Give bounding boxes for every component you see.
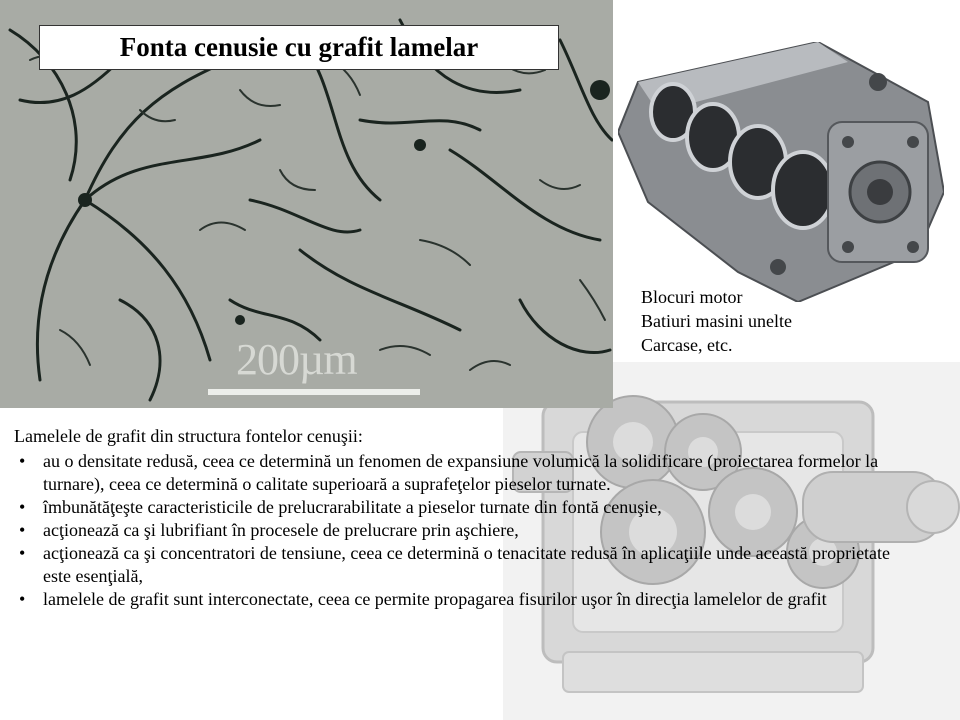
application-item: Batiuri masini unelte — [641, 311, 792, 331]
body-text — [14, 425, 914, 611]
application-item: Blocuri motor — [641, 287, 743, 307]
bullet-item: • lamelele de grafit sunt interconectate, ceea ce permite propagarea fisurilor uşor în direcţia lamelelor de grafit — [14, 588, 914, 611]
micrograph-scale-bar — [208, 389, 420, 395]
title-box — [39, 25, 559, 70]
intro-text: Lamelele de grafit din structura fontelor cenuşii: — [14, 426, 363, 446]
bullet-item: • acţionează ca şi lubrifiant în procesele de prelucrare prin aşchiere, — [14, 519, 914, 542]
engine-block-image — [618, 42, 944, 302]
bullet-item: • acţionează ca şi concentratori de tensiune, ceea ce determină o tenacitate redusă în aplicaţiile unde această proprietate este esenţială, — [14, 542, 914, 588]
page-title: Fonta cenusie cu grafit lamelar — [119, 32, 479, 62]
application-item: Carcase, etc. — [641, 335, 733, 355]
bullet-list — [14, 450, 914, 611]
applications-list — [641, 285, 792, 357]
bullet-item: • îmbunătăţeşte caracteristicile de prelucrarabilitate a pieselor turnate din fontă cenuşie, — [14, 496, 914, 519]
bullet-item: • au o densitate redusă, ceea ce determină un fenomen de expansiune volumică la solidificare (proiectarea formelor la turnare), ceea ce determină o calitate superioară a suprafeţelor pieselor turnate. — [14, 450, 914, 496]
micrograph-scale-label: 200µm — [236, 335, 357, 384]
